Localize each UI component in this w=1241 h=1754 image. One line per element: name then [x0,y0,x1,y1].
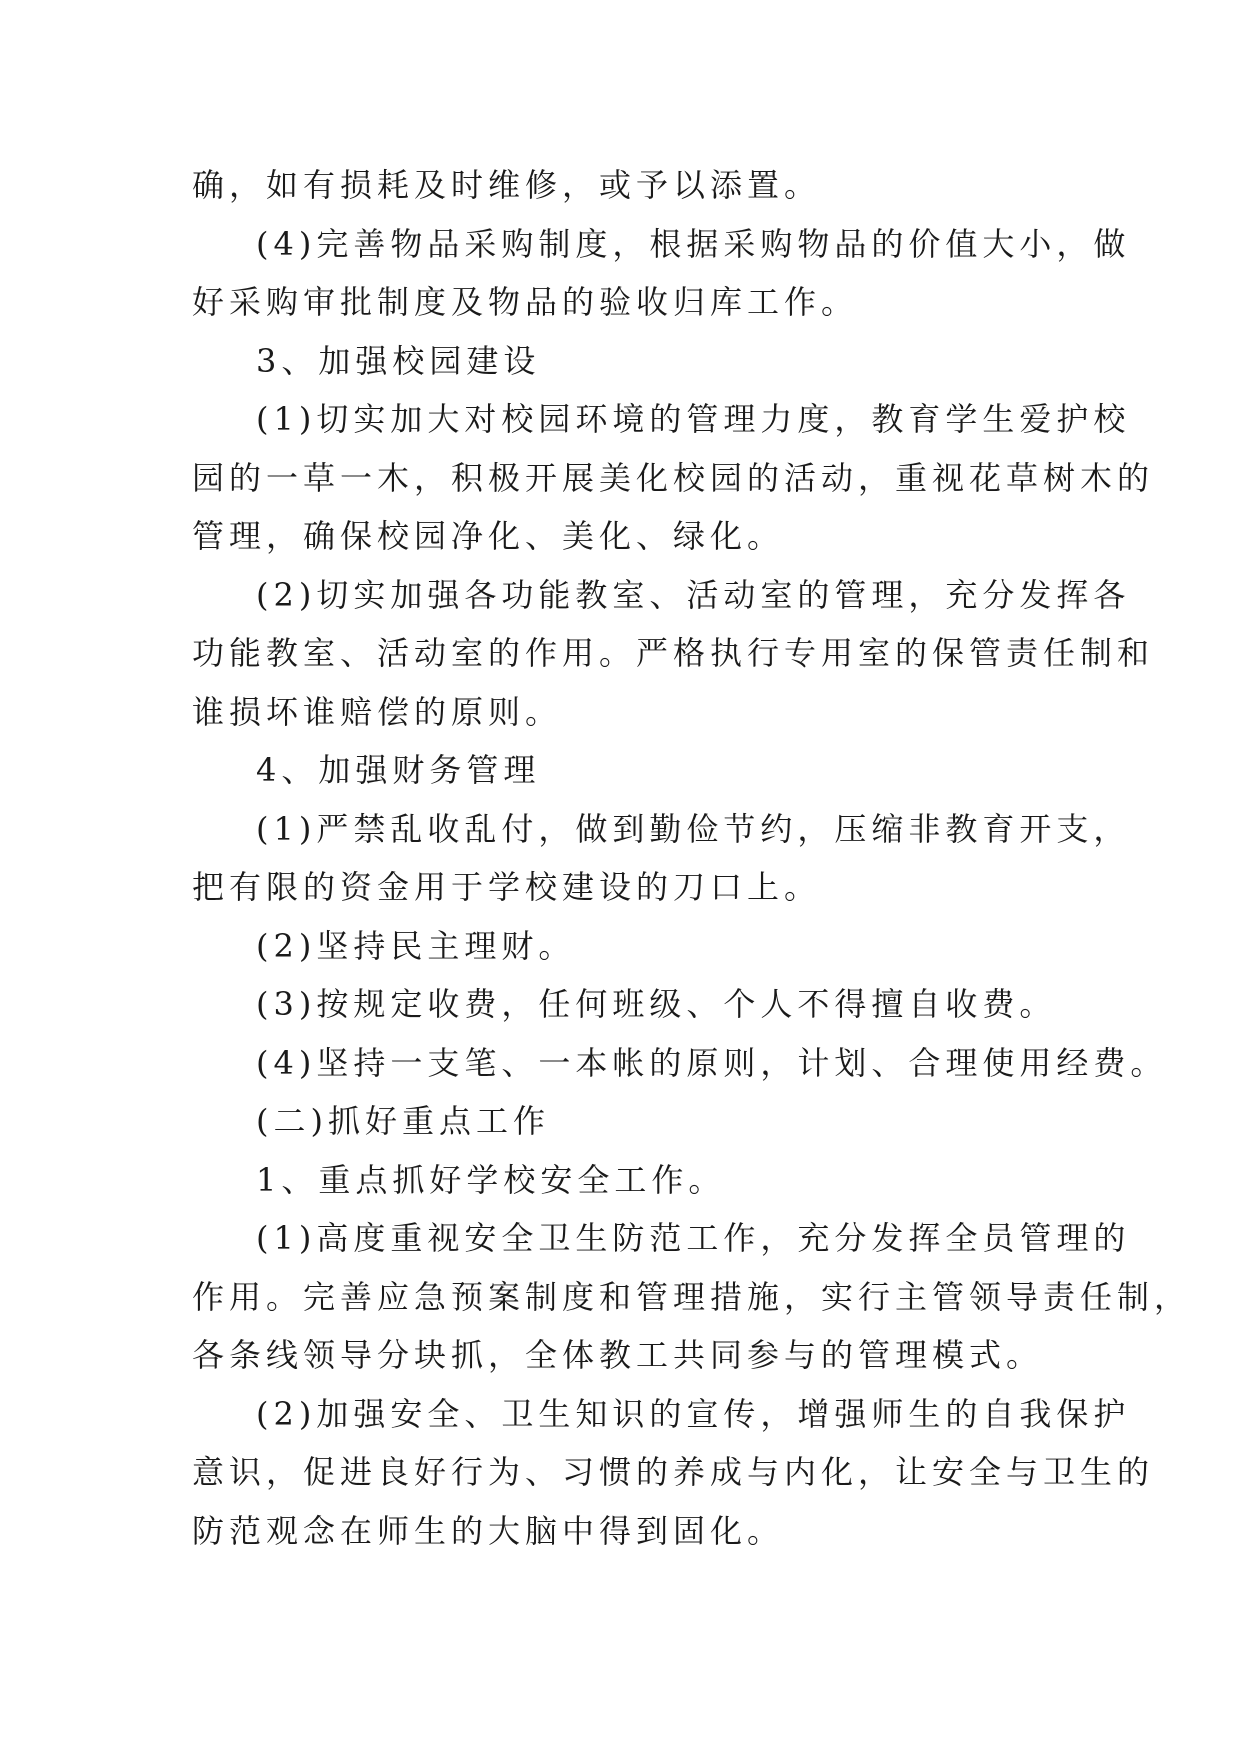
text-line: (二)抓好重点工作 [256,1102,550,1140]
document-body [192,156,1192,1560]
text-line: 意识，促进良好行为、习惯的养成与内化，让安全与卫生的 [192,1453,1155,1491]
text-line: 3、加强校园建设 [256,341,541,380]
text-line: 好采购审批制度及物品的验收归库工作。 [192,283,859,321]
text-line: (1)高度重视安全卫生防范工作，充分发挥全员管理的 [256,1219,1131,1257]
text-line: 管理，确保校园净化、美化、绿化。 [192,517,785,555]
text-line: 园的一草一木，积极开展美化校园的活动，重视花草树木的 [192,458,1155,497]
text-line: 谁损坏谁赔偿的原则。 [192,692,563,731]
text-line: (2)切实加强各功能教室、活动室的管理，充分发挥各 [256,575,1131,614]
text-line: (4)坚持一支笔、一本帐的原则，计划、合理使用经费。 [256,1043,1168,1082]
text-line: 把有限的资金用于学校建设的刀口上。 [192,868,822,906]
text-line: 确，如有损耗及时维修，或予以添置。 [192,166,822,204]
text-line: (3)按规定收费，任何班级、个人不得擅自收费。 [256,985,1057,1023]
text-line: 防范观念在师生的大脑中得到固化。 [192,1511,785,1550]
text-line: (4)完善物品采购制度，根据采购物品的价值大小，做 [256,224,1131,263]
text-line: 各条线领导分块抓，全体教工共同参与的管理模式。 [192,1336,1044,1374]
text-line: (2)坚持民主理财。 [256,926,576,965]
text-line: 4、加强财务管理 [256,751,541,789]
text-line: (1)严禁乱收乱付，做到勤俭节约，压缩非教育开支， [256,809,1131,848]
text-line: (2)加强安全、卫生知识的宣传，增强师生的自我保护 [256,1394,1131,1433]
text-line: 功能教室、活动室的作用。严格执行专用室的保管责任制和 [192,634,1155,672]
text-line: (1)切实加大对校园环境的管理力度，教育学生爱护校 [256,400,1131,438]
text-line: 1、重点抓好学校安全工作。 [256,1160,726,1199]
text-line: 作用。完善应急预案制度和管理措施，实行主管领导责任制， [192,1277,1192,1316]
